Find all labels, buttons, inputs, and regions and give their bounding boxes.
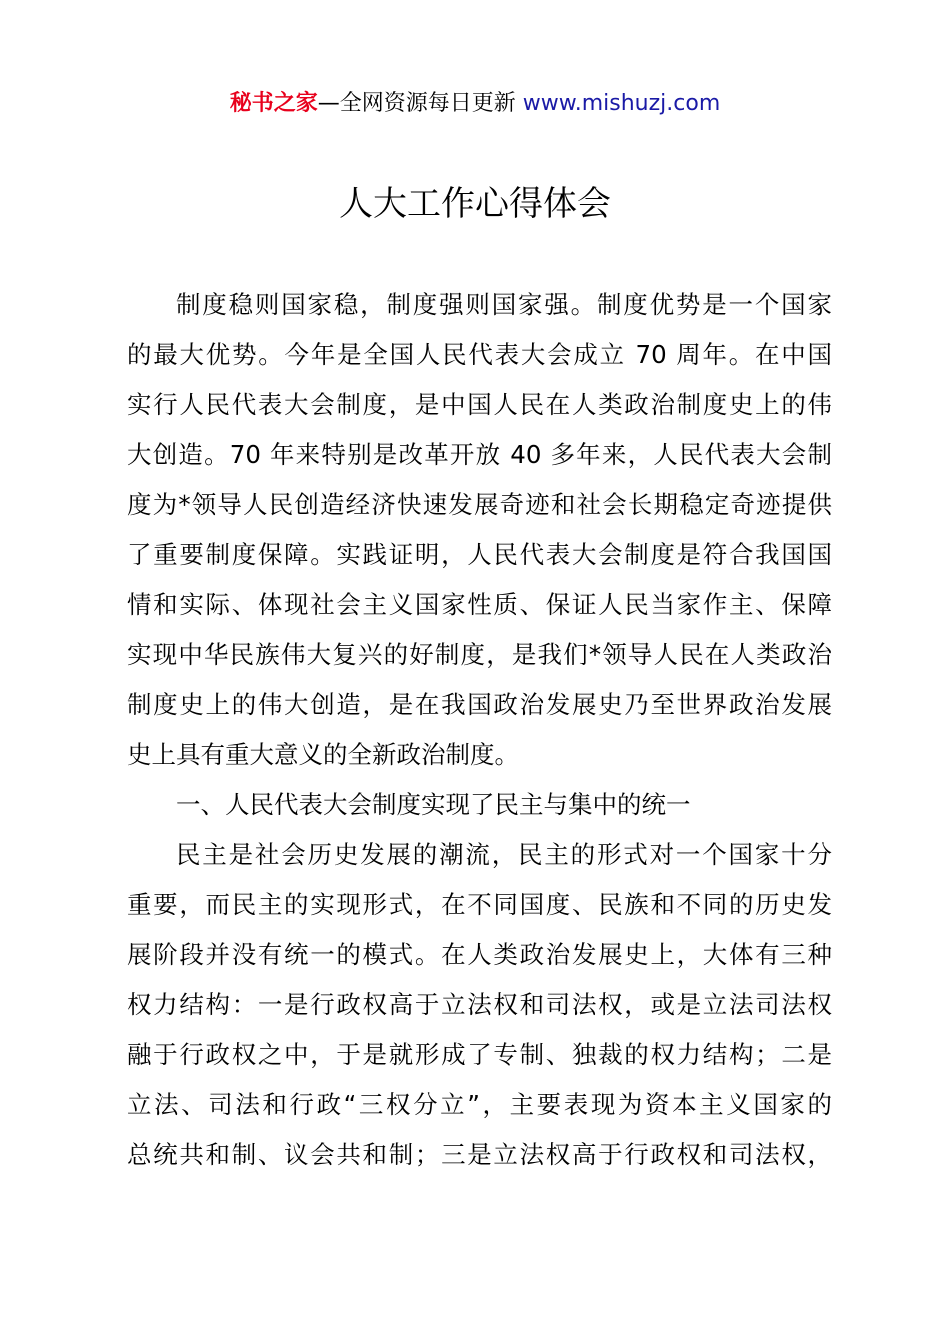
site-header [0,88,950,120]
text-line: 重要，而民主的实现形式，在不同国度、民族和不同的历史发 [127,890,832,919]
site-url-link[interactable]: www.mishuzj.com [522,91,721,116]
document-body [127,280,832,1180]
heading-line: 一、人民代表大会制度实现了民主与集中的统一 [176,790,691,819]
text-line: 展阶段并没有统一的模式。在人类政治发展史上，大体有三种 [127,940,832,969]
text-line: 度为*领导人民创造经济快速发展奇迹和社会长期稳定奇迹提供 [127,490,832,519]
paragraph-democracy [127,830,832,1180]
text-line: 了重要制度保障。实践证明，人民代表大会制度是符合我国国 [127,540,832,569]
text-line: 实现中华民族伟大复兴的好制度，是我们*领导人民在人类政治 [127,640,832,669]
text-line: 的最大优势。今年是全国人民代表大会成立 70 周年。在中国 [127,340,832,369]
text-line: 制度稳则国家稳，制度强则国家强。制度优势是一个国家 [176,290,832,319]
paragraph-intro [127,280,832,780]
section-heading [127,780,832,830]
document-title: 人大工作心得体会 [339,184,611,224]
text-line: 实行人民代表大会制度，是中国人民在人类政治制度史上的伟 [127,390,832,419]
text-line: 融于行政权之中，于是就形成了专制、独裁的权力结构；二是 [127,1040,832,1069]
text-line: 情和实际、体现社会主义国家性质、保证人民当家作主、保障 [127,590,832,619]
text-line: 立法、司法和行政“三权分立”，主要表现为资本主义国家的 [127,1090,832,1119]
text-line: 总统共和制、议会共和制；三是立法权高于行政权和司法权， [127,1140,832,1169]
text-line: 权力结构：一是行政权高于立法权和司法权，或是立法司法权 [127,990,832,1019]
text-line: 民主是社会历史发展的潮流，民主的形式对一个国家十分 [176,840,832,869]
text-line: 史上具有重大意义的全新政治制度。 [127,740,519,769]
text-line: 制度史上的伟大创造，是在我国政治发展史乃至世界政治发展 [127,690,832,719]
header-slogan: —全网资源每日更新 [317,91,523,116]
brand-name: 秘书之家 [229,91,318,116]
text-line: 大创造。70 年来特别是改革开放 40 多年来，人民代表大会制 [127,440,832,469]
